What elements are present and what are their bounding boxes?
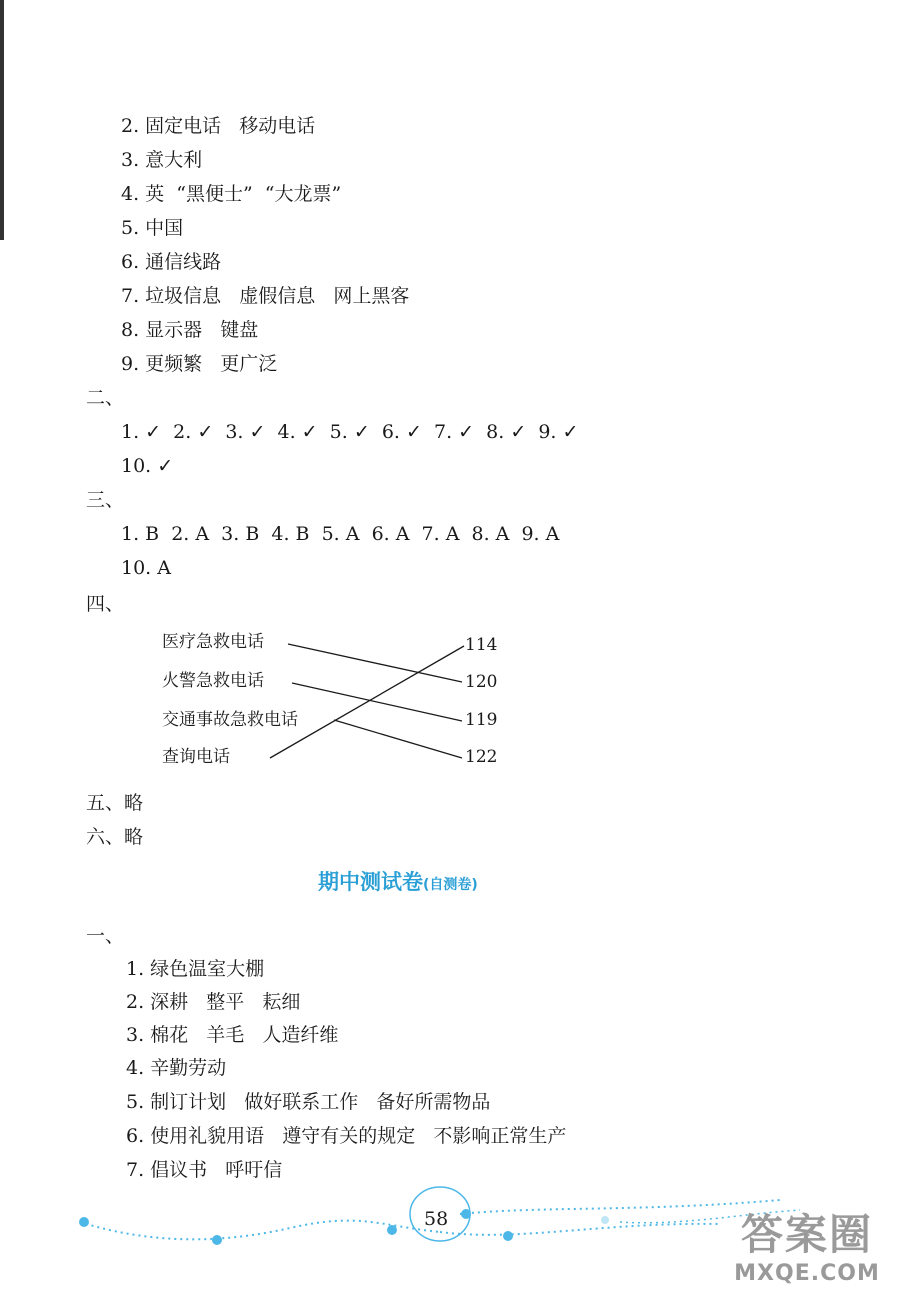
answer-item-3: 3. 意大利 [121,149,203,171]
answer-item-5: 5. 中国 [121,217,184,239]
match-left-2: 火警急救电话 [162,671,264,691]
section-2-line-1: 1. ✓ 2. ✓ 3. ✓ 4. ✓ 5. ✓ 6. ✓ 7. ✓ 8. ✓ 9. ✓ [121,421,579,443]
match-right-3: 119 [465,710,498,730]
test-item-3: 3. 棉花 羊毛 人造纤维 [126,1024,339,1046]
match-left-1: 医疗急救电话 [162,632,264,652]
answer-item-6: 6. 通信线路 [121,251,222,273]
section-6: 六、略 [86,826,144,848]
section-3-heading: 三、 [86,489,125,511]
test-item-4: 4. 辛勤劳动 [126,1057,227,1079]
test-item-7: 7. 倡议书 呼吁信 [126,1159,283,1181]
watermark-main-text: 答案圈 [740,1210,873,1259]
test-subtitle: (自测卷) [423,877,478,893]
section-5: 五、略 [86,792,144,814]
test-item-1: 1. 绿色温室大棚 [126,958,265,980]
section-2-heading: 二、 [86,387,125,409]
answer-item-8: 8. 显示器 键盘 [121,319,259,341]
test-item-6: 6. 使用礼貌用语 遵守有关的规定 不影响正常生产 [126,1125,567,1147]
answer-item-4: 4. 英 “黑便士” “大龙票” [121,183,342,205]
test-section-1-heading: 一、 [86,925,125,947]
watermark-url-text: MXQE.COM [734,1261,880,1286]
section-4-heading: 四、 [86,593,125,615]
match-right-1: 114 [465,635,498,655]
match-right-2: 120 [465,672,498,692]
answer-item-9: 9. 更频繁 更广泛 [121,353,278,375]
test-item-5: 5. 制订计划 做好联系工作 备好所需物品 [126,1091,491,1113]
section-2-line-2: 10. ✓ [121,455,174,477]
test-title: 期中测试卷 [318,870,423,894]
answer-item-2: 2. 固定电话 移动电话 [121,115,316,137]
page-number: 58 [424,1208,449,1230]
match-right-4: 122 [465,747,498,767]
test-item-2: 2. 深耕 整平 耘细 [126,991,301,1013]
match-left-3: 交通事故急救电话 [162,710,298,730]
watermark-logo [722,1210,892,1300]
answer-item-7: 7. 垃圾信息 虚假信息 网上黑客 [121,285,410,307]
section-3-line-2: 10. A [121,557,171,579]
match-left-4: 查询电话 [162,747,230,767]
section-3-line-1: 1. B 2. A 3. B 4. B 5. A 6. A 7. A 8. A 9. A [121,523,560,545]
